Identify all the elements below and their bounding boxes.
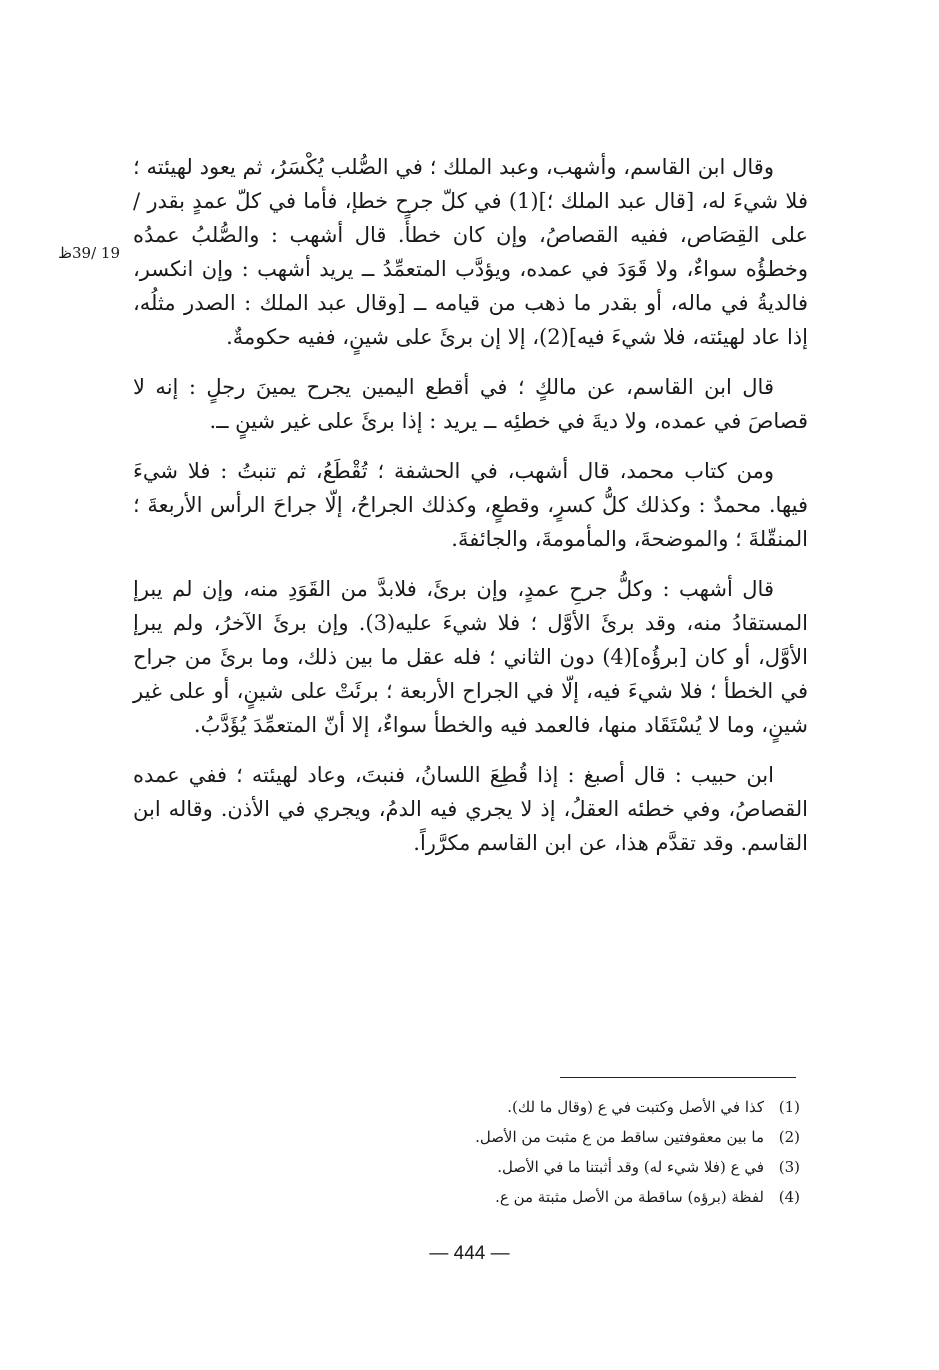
footnote-item xyxy=(360,1152,800,1182)
footnote-item xyxy=(360,1092,800,1122)
page-number: — 444 — xyxy=(429,1243,510,1264)
footnote-number: (4) xyxy=(778,1188,800,1206)
footnote-text: ما بين معقوفتين ساقط من ع مثبت من الأصل. xyxy=(475,1128,764,1146)
main-text xyxy=(133,150,808,860)
paragraph-4: قال أشهب : وكلُّ جرحِ عمدٍ، وإن برئَ، فلابدَّ من القَوَدِ منه، وإن لم يبرإ المستقادُ منه، وقد برئَ الأوَّل ؛ فلا شيءَ عليه(3). وإن برئَ الآخرُ، ولم يبرإ الأوَّل، أو كان [برؤُه](4) دون الثاني ؛ فله عقل ما بين ذلك، وما برئَ من جراح في الخطأ ؛ فلا شيءَ فيه، إلّا في الجراح الأربعة ؛ برئَتْ على شينٍ، أو على غير شينٍ، وما لا يُسْتَقَاد منها، فالعمد فيه والخطأ سواءٌ، إلا أنّ المتعمِّدَ يُؤَدَّبُ. xyxy=(133,577,808,737)
footnote-text: لفظة (برؤه) ساقطة من الأصل مثبتة من ع. xyxy=(495,1188,764,1206)
footnote-number: (2) xyxy=(778,1128,800,1146)
footnote-number: (1) xyxy=(778,1098,800,1116)
footnote-text: كذا في الأصل وكتبت في ع (وقال ما لك). xyxy=(507,1098,764,1116)
paragraph-1: وقال ابن القاسم، وأشهب، وعبد الملك ؛ في الصُّلب يُكْسَرُ، ثم يعود لهيئته ؛ فلا شيءَ له، [قال عبد الملك ؛](1) في كلّ جرح خطإ، فأما في كلّ عمدٍ بقدر / على القِصَاص، ففيه القصاصُ، وإن كان خطأً. قال أشهب : والصُّلبُ عمدُه وخطؤُه سواءٌ، ولا قَوَدَ في عمده، ويؤدَّب المتعمِّدُ ــ يريد أشهب : وإن انكسر، فالديةُ في ماله، أو بقدر ما ذهب من قيامه ــ [وقال عبد الملك : الصدر مثلُه، إذا عاد لهيئته، فلا شيءَ فيه](2)، إلا إن برئَ على شينٍ، ففيه حكومةٌ. xyxy=(133,155,808,349)
footnotes xyxy=(360,1092,800,1212)
footnote-item xyxy=(360,1182,800,1212)
footnote-item xyxy=(360,1122,800,1152)
footnote-separator xyxy=(560,1077,796,1078)
paragraph-2: قال ابن القاسم، عن مالكٍ ؛ في أقطع اليمين يجرح يمينَ رجلٍ : إنه لا قصاصَ في عمده، ولا ديةَ في خطئِه ــ يريد : إذا برئَ على غير شينٍ ــ. xyxy=(133,375,808,433)
footnote-text: في ع (فلا شيء له) وقد أثبتنا ما في الأصل. xyxy=(497,1158,764,1176)
paragraph-3: ومن كتاب محمد، قال أشهب، في الحشفة ؛ تُقْطَعُ، ثم تنبتُ : فلا شيءَ فيها. محمدٌ : وكذلك كلُّ كسرٍ، وقطعٍ، وكذلك الجراحُ، إلّا جراحَ الرأس الأربعةَ ؛ المنقّلةَ ؛ والموضحةَ، والمأمومةَ، والجائفةَ. xyxy=(133,459,808,551)
paragraph-5: ابن حبيب : قال أصبغ : إذا قُطِعَ اللسانُ، فنبتَ، وعاد لهيئته ؛ ففي عمده القصاصُ، وفي خطئه العقلُ، إذ لا يجري فيه الدمُ، ويجري في الأذن. وقاله ابن القاسم. وقد تقدَّم هذا، عن ابن القاسم مكرَّراً. xyxy=(133,763,808,855)
footnote-number: (3) xyxy=(778,1158,800,1176)
manuscript-folio-reference: 19 /39ظ xyxy=(58,244,120,262)
